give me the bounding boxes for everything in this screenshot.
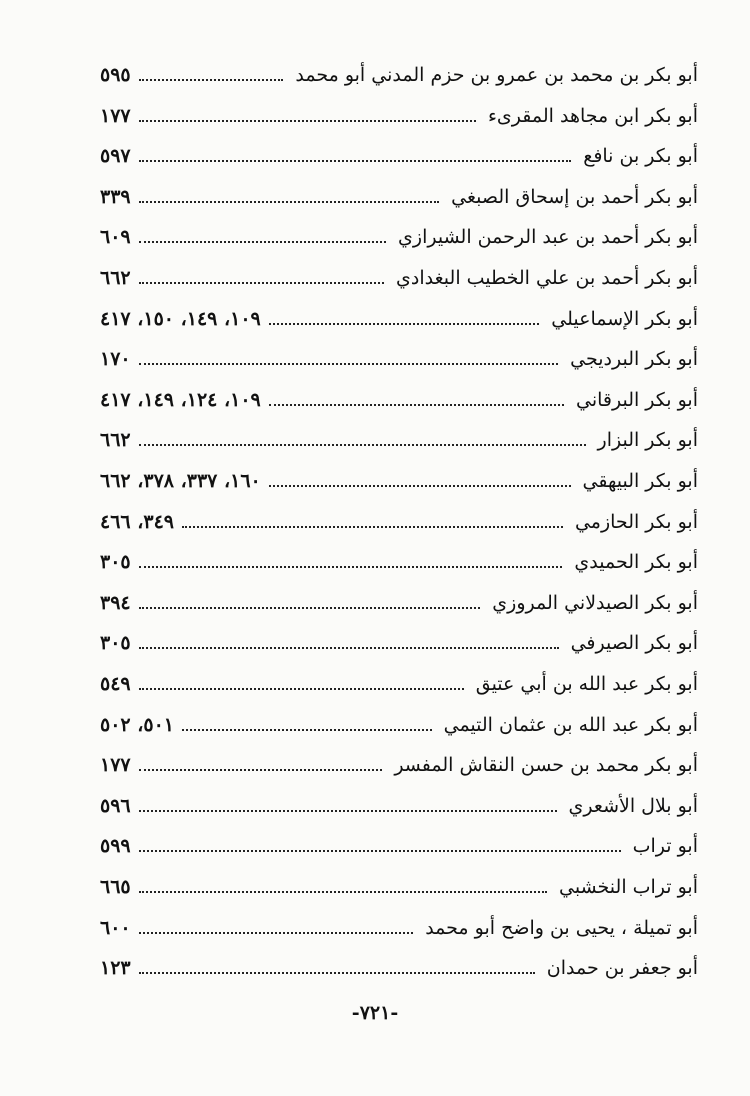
entry-name: أبو بكر ابن مجاهد المقرىء — [487, 104, 698, 127]
index-entry — [100, 583, 698, 623]
dot-leader — [139, 850, 621, 852]
index-entry — [100, 258, 698, 298]
index-entry — [100, 745, 698, 785]
index-entry — [100, 542, 698, 582]
entry-name: أبو بكر البيهقي — [582, 470, 698, 492]
dot-leader — [139, 444, 586, 446]
entry-pages: ٥٩٧ — [100, 145, 131, 168]
entry-pages: ٣٠٥ — [100, 632, 131, 655]
entry-name: أبو بكر الصيدلاني المروزي — [492, 591, 698, 614]
entry-name: أبو بكر أحمد بن إسحاق الصبغي — [451, 185, 698, 208]
index-entry — [100, 177, 698, 217]
entry-name: أبو بكر الإسماعيلي — [551, 307, 698, 330]
entry-name: أبو بكر البزار — [597, 429, 698, 452]
index-entry — [100, 867, 698, 907]
page-number: -٧٢١- — [351, 1002, 399, 1024]
dot-leader — [269, 485, 571, 487]
entry-pages: ٥٩٦ — [100, 794, 131, 817]
index-entry — [100, 623, 698, 663]
entry-pages: ٥٠١، ٥٠٢ — [100, 713, 174, 736]
dot-leader — [269, 404, 564, 406]
entry-name: أبو بكر الحميدي — [574, 551, 698, 574]
dot-leader — [139, 810, 557, 812]
entry-name: أبو بكر عبد الله بن أبي عتيق — [475, 673, 698, 695]
entry-name: أبو بكر أحمد بن عبد الرحمن الشيرازي — [398, 226, 698, 249]
index-entry — [100, 948, 698, 988]
index-entry — [100, 55, 698, 95]
index-entry — [100, 96, 698, 136]
index-entry — [100, 299, 698, 339]
dot-leader — [139, 647, 559, 649]
entry-name: أبو بكر البرقاني — [575, 388, 698, 411]
entry-pages: ١٦٠، ٣٣٧، ٣٧٨، ٦٦٢ — [100, 470, 261, 492]
dot-leader — [139, 688, 464, 690]
entry-pages: ٣٠٥ — [100, 551, 131, 574]
dot-leader — [139, 241, 386, 243]
entry-pages: ٣٩٤ — [100, 591, 131, 614]
entry-pages: ١٠٩، ١٢٤، ١٤٩، ٤١٧ — [100, 388, 261, 411]
entry-pages: ٦٠٩ — [100, 226, 131, 249]
index-entry — [100, 786, 698, 826]
entry-pages: ١٧٠ — [100, 348, 131, 371]
entry-name: أبو بكر الحازمي — [574, 510, 698, 533]
dot-leader — [269, 323, 540, 325]
dot-leader — [182, 729, 432, 731]
index-entry — [100, 420, 698, 460]
dot-leader — [139, 79, 284, 81]
entry-pages: ٦٦٢ — [100, 267, 131, 289]
entry-name: أبو بلال الأشعري — [568, 794, 698, 817]
index-entry — [100, 908, 698, 948]
entry-name: أبو جعفر بن حمدان — [546, 957, 698, 980]
entry-name: أبو تراب — [632, 835, 698, 858]
entry-name: أبو بكر عبد الله بن عثمان التيمي — [443, 713, 698, 736]
index-entry — [100, 461, 698, 501]
entry-pages: ٥٩٥ — [100, 64, 131, 86]
index-entry — [100, 380, 698, 420]
dot-leader — [139, 566, 563, 568]
entry-pages: ٥٤٩ — [100, 673, 131, 695]
entry-pages: ١٢٣ — [100, 957, 131, 980]
entry-pages: ٦٠٠ — [100, 916, 131, 939]
dot-leader — [182, 526, 563, 528]
entry-pages: ١٧٧ — [100, 104, 131, 127]
dot-leader — [139, 160, 572, 162]
entry-pages: ١٧٧ — [100, 754, 131, 777]
entry-name: أبو تراب النخشبي — [559, 876, 698, 898]
entry-name: أبو بكر بن نافع — [583, 145, 698, 168]
entry-pages: ٣٣٩ — [100, 185, 131, 208]
entry-pages: ٥٩٩ — [100, 835, 131, 858]
index-entry — [100, 826, 698, 866]
dot-leader — [139, 891, 547, 893]
index-entry — [100, 664, 698, 704]
dot-leader — [139, 120, 476, 122]
index-entry — [100, 705, 698, 745]
entry-pages: ١٠٩، ١٤٩، ١٥٠، ٤١٧ — [100, 307, 261, 330]
dot-leader — [139, 607, 481, 609]
dot-leader — [139, 972, 535, 974]
dot-leader — [139, 282, 384, 284]
index-entry — [100, 217, 698, 257]
entry-name: أبو بكر الصيرفي — [570, 632, 698, 655]
entry-name: أبو بكر بن محمد بن عمرو بن حزم المدني أبو محمد — [295, 64, 698, 86]
entry-name: أبو تميلة ، يحيى بن واضح أبو محمد — [425, 916, 698, 939]
entry-name: أبو بكر محمد بن حسن النقاش المفسر — [394, 754, 698, 777]
index-entry — [100, 339, 698, 379]
index-entry — [100, 502, 698, 542]
entry-pages: ٦٦٢ — [100, 429, 131, 452]
dot-leader — [139, 201, 440, 203]
index-entry — [100, 136, 698, 176]
entry-name: أبو بكر أحمد بن علي الخطيب البغدادي — [396, 267, 698, 289]
dot-leader — [139, 363, 559, 365]
entry-pages: ٣٤٩، ٤٦٦ — [100, 510, 174, 533]
entry-name: أبو بكر البرديجي — [570, 348, 698, 371]
dot-leader — [139, 932, 414, 934]
entry-pages: ٦٦٥ — [100, 876, 131, 898]
dot-leader — [139, 769, 383, 771]
